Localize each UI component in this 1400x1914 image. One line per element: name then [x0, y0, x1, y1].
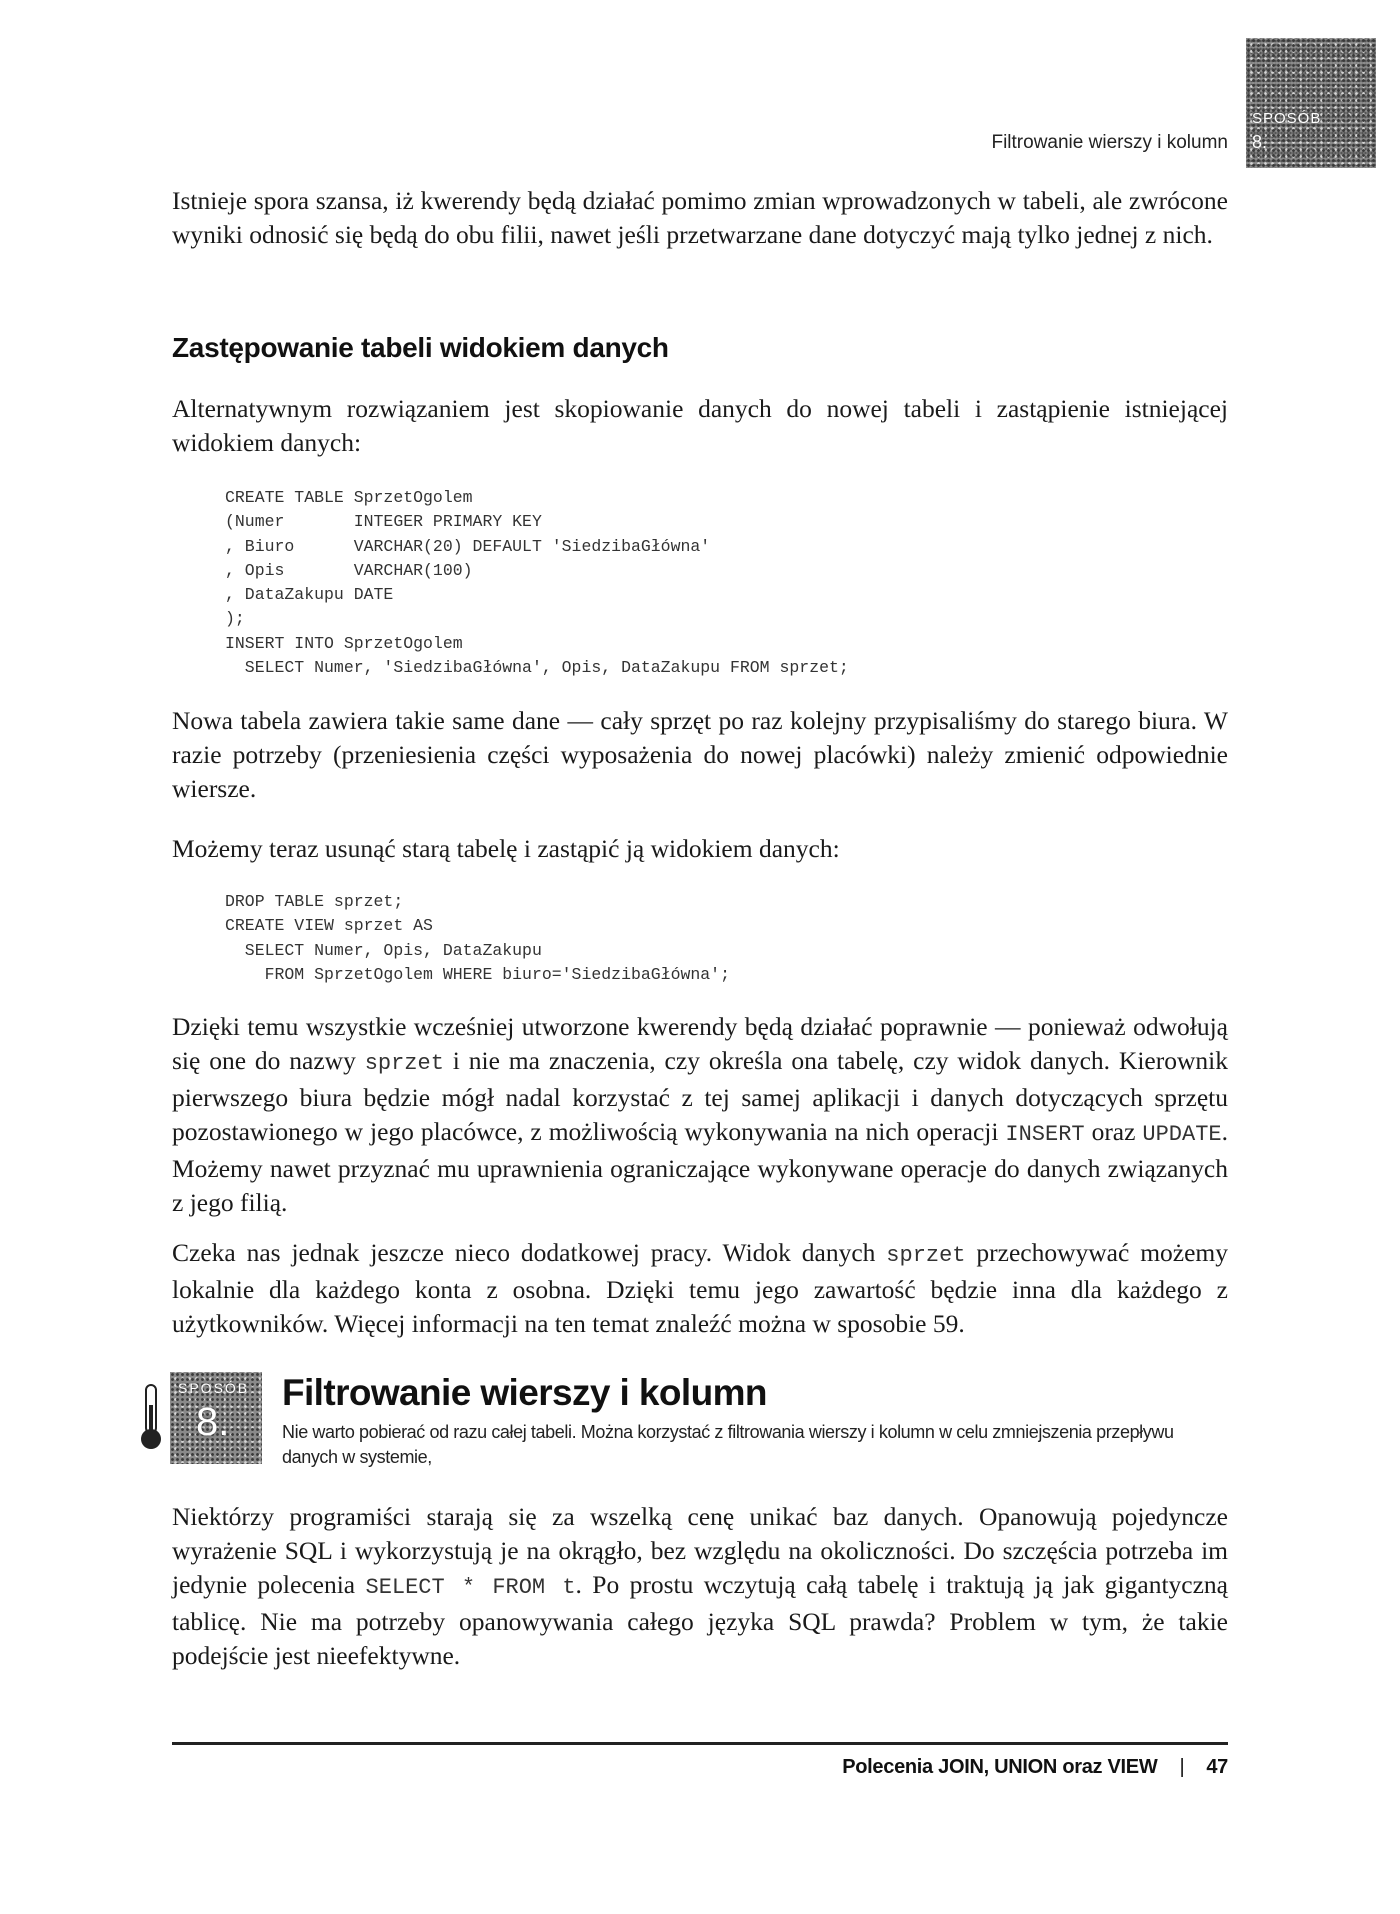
drop-table-paragraph: Możemy teraz usunąć starą tabelę i zastąpić ją widokiem danych: [172, 834, 840, 863]
page-footer [842, 1756, 1228, 1779]
chapter-tab-label: SPOSÓB [1252, 110, 1322, 127]
inline-code-select: SELECT * FROM t [365, 1575, 576, 1600]
programmers-paragraph: Niektórzy programiści starają się za wszelką cenę unikać baz danych. Opanowują pojedyncze wyrażenie SQL i wykorzystują je na okrągło, bez względu na okoliczności. Do szczęścia potrzeba im jedynie polecenia SELECT * FROM t. Po prostu wczytują całą tabelę i traktują ją jak gigantyczną tablicę. Nie ma potrzeby opanowywania całego języka SQL prawda? Problem w tym, że takie podejście jest nieefektywne. [172, 1502, 1228, 1670]
inline-code-insert: INSERT [1005, 1122, 1085, 1147]
thermometer-icon [136, 1383, 166, 1451]
chapter-tab [1246, 38, 1376, 168]
running-head: Filtrowanie wierszy i kolumn [991, 132, 1228, 153]
intro-paragraph: Istnieje spora szansa, iż kwerendy będą działać pomimo zmian wprowadzonych w tabeli, ale zwrócone wyniki odnosić się będą do obu filii, nawet jeśli przetwarzane dane dotyczyć mają tylko jednej z nich. [172, 186, 1228, 249]
hack-badge-number: 8. [196, 1400, 230, 1444]
create-table-code: CREATE TABLE SprzetOgolem (Numer INTEGER PRIMARY KEY , Biuro VARCHAR(20) DEFAULT 'SiedzibaGłówna' , Opis VARCHAR(100) , DataZakupu DATE ); INSERT INTO SprzetOgolem SELECT Numer, 'SiedzibaGłówna', Opis, DataZakupu FROM sprzet; [225, 488, 849, 678]
work-paragraph: Czeka nas jednak jeszcze nieco dodatkowej pracy. Widok danych sprzet przechowywać możemy lokalnie dla każdego konta z osobna. Dzięki temu jego zawartość będzie inna dla każdego z użytkowników. Więcej informacji na ten temat znaleźć można w sposobie 59. [172, 1238, 1228, 1338]
inline-code-update: UPDATE [1142, 1122, 1222, 1147]
new-table-paragraph: Nowa tabela zawiera takie same dane — cały sprzęt po raz kolejny przypisaliśmy do starego biura. W razie potrzeby (przeniesienia części wyposażenia do nowej placówki) należy zmienić odpowiednie wiersze. [172, 706, 1228, 803]
page-number: 47 [1206, 1756, 1228, 1778]
footer-chapter-title: Polecenia JOIN, UNION oraz VIEW [842, 1756, 1158, 1778]
footer-separator: | [1179, 1756, 1185, 1778]
footer-rule [172, 1742, 1228, 1745]
hack-title: Filtrowanie wierszy i kolumn [282, 1372, 767, 1413]
inline-code-sprzet-2: sprzet [886, 1243, 966, 1268]
inline-code-sprzet: sprzet [364, 1051, 444, 1076]
create-view-code: DROP TABLE sprzet; CREATE VIEW sprzet AS SELECT Numer, Opis, DataZakupu FROM SprzetOgolem WHERE biuro='SiedzibaGłówna'; [225, 892, 730, 984]
hack-badge-label: SPOSÓB [178, 1380, 250, 1396]
alternative-paragraph: Alternatywnym rozwiązaniem jest skopiowanie danych do nowej tabeli i zastąpienie istniejącej widokiem danych: [172, 394, 1228, 457]
section-subheading: Zastępowanie tabeli widokiem danych [172, 332, 669, 363]
hack-description: Nie warto pobierać od razu całej tabeli. Można korzystać z filtrowania wierszy i kolumn w celu zmniejszenia przepływu danych w systemie, [282, 1422, 1174, 1467]
thanks-paragraph: Dzięki temu wszystkie wcześniej utworzone kwerendy będą działać poprawnie — ponieważ odwołują się one do nazwy sprzet i nie ma znaczenia, czy określa ona tabelę, czy widok danych. Kierownik pierwszego biura będzie mógł nadal korzystać z tej samej aplikacji i danych dotyczących sprzętu pozostawionego w jego placówce, z możliwością wykonywania na nich operacji INSERT oraz UPDATE. Możemy nawet przyznać mu uprawnienia ograniczające wykonywane operacje do danych związanych z jego filią. [172, 1012, 1228, 1217]
chapter-tab-number: 8. [1252, 132, 1268, 152]
hack-badge [170, 1372, 262, 1464]
